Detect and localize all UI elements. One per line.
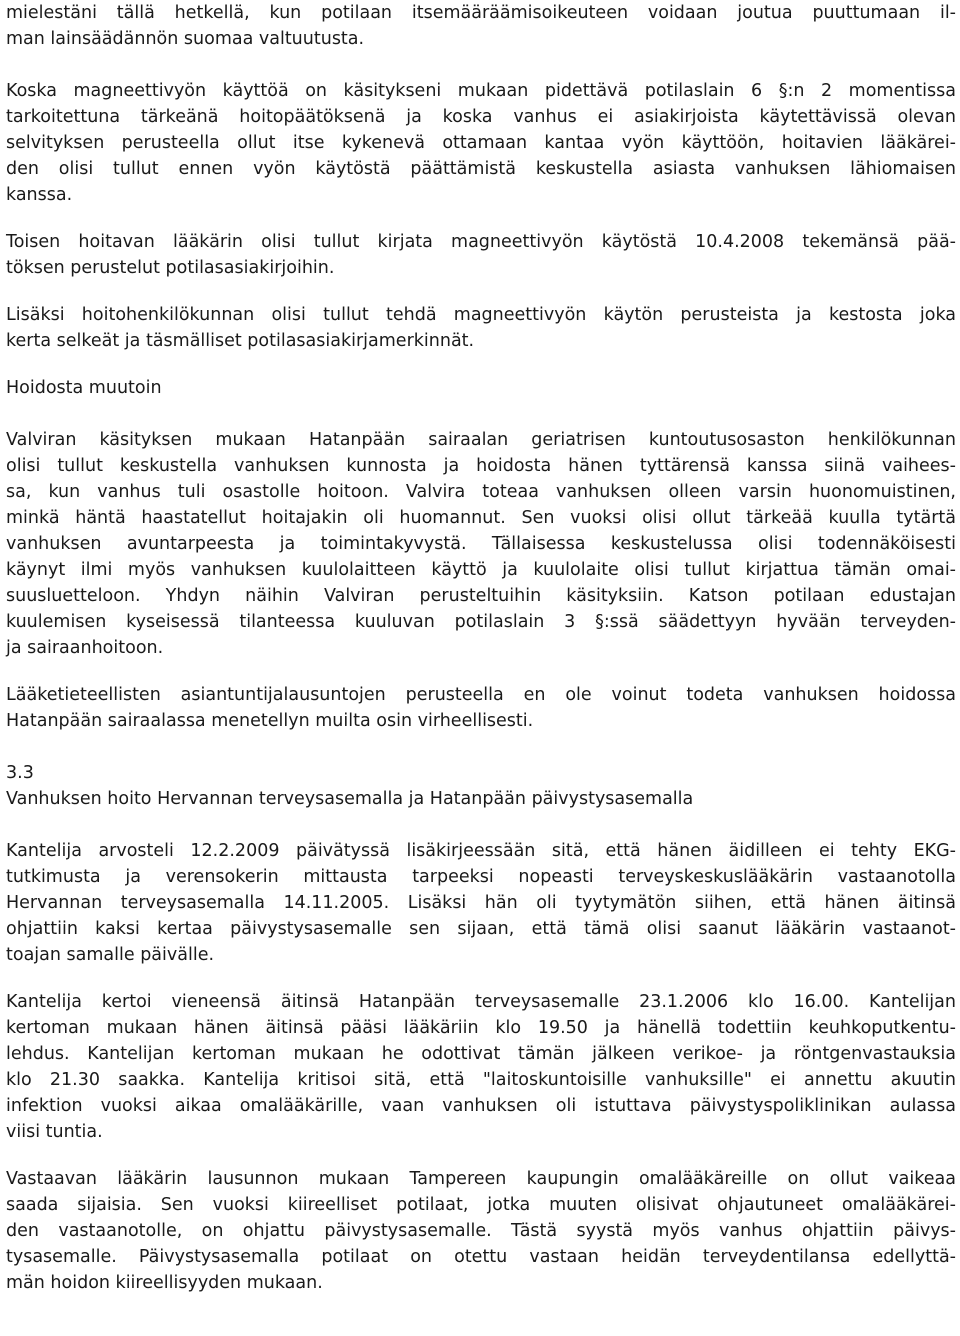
text-line: lehdus. Kantelijan kertoman mukaan he odottivat tämän jälkeen verikoe- ja röntgenvastauksia: [6, 1044, 956, 1064]
text-line: toajan samalle päivälle.: [6, 945, 215, 965]
text-line: Valviran käsityksen mukaan Hatanpään sairaalan geriatrisen kuntoutusosaston henkilökunnan: [6, 430, 956, 450]
text-line: käynyt ilmi myös vanhuksen kuulolaitteen käyttö ja kuulolaite olisi tullut kirjattua tämän omai-: [6, 560, 956, 580]
text-line: den vastaanotolle, on ohjattu päivystysasemalle. Tästä syystä myös vanhus ohjattiin päivys-: [6, 1221, 956, 1241]
paragraph-chief-doctor-statement: [6, 1166, 956, 1296]
text-line: mielestäni tällä hetkellä, kun potilaan itsemääräämisoikeuteen voidaan joutua puuttumaan il-: [6, 3, 956, 23]
subheading-hoidosta-muutoin: Hoidosta muutoin: [6, 378, 162, 398]
paragraph-magnet-belt-decision: [6, 78, 956, 208]
text-line: selvityksen perusteella ollut itse kykenevä ottamaan kantaa vyön käyttöön, hoitavien lääkärei-: [6, 133, 956, 153]
text-line: Vastaavan lääkärin lausunnon mukaan Tampereen kaupungin omalääkäreille on ollut vaikeaa: [6, 1169, 956, 1189]
document-page: [6, 0, 956, 1296]
paragraph-second-doctor: [6, 229, 956, 281]
text-line: Kantelija arvosteli 12.2.2009 päivätyssä lisäkirjeessään sitä, että hänen äidilleen ei tehty EKG-: [6, 841, 956, 861]
text-line: man lainsäädännön suomaa valtuutusta.: [6, 29, 365, 49]
text-line: saada sijaisia. Sen vuoksi kiireelliset potilaat, jotka muuten olisivat ohjautuneet omalääkärei-: [6, 1195, 956, 1215]
section-title: Vanhuksen hoito Hervannan terveysasemalla ja Hatanpään päivystysasemalla: [6, 789, 694, 809]
text-line: Toisen hoitavan lääkärin olisi tullut kirjata magneettivyön käytöstä 10.4.2008 tekemänsä pää-: [6, 232, 956, 252]
text-line: kuulemisen kyseisessä tilanteessa kuuluvan potilaslain 3 §:ssä säädettyyn hyvään terveyden-: [6, 612, 956, 632]
text-line: Lääketieteellisten asiantuntijalausuntojen perusteella en ole voinut todeta vanhuksen hoidossa: [6, 685, 956, 705]
text-line: suusluetteloon. Yhdyn näihin Valviran perusteltuihin käsityksiin. Katson potilaan edustajan: [6, 586, 956, 606]
paragraph-staff-records: [6, 302, 956, 354]
text-line: sa, kun vanhus tuli osastolle hoitoon. Valvira toteaa vanhuksen olleen varsin huonomuistinen,: [6, 482, 956, 502]
text-line: ohjattiin kaksi kertaa päivystysasemalle sen sijaan, että tämä olisi saanut lääkärin vastaanot-: [6, 919, 956, 939]
paragraph-hatanpaa-visit: [6, 989, 956, 1145]
text-line: Lisäksi hoitohenkilökunnan olisi tullut tehdä magneettivyön käytön perusteista ja kestosta joka: [6, 305, 956, 325]
text-line: den olisi tullut ennen vyön käytöstä päättämistä keskustella asiasta vanhuksen lähiomaisen: [6, 159, 956, 179]
paragraph-valvira-view: [6, 427, 956, 661]
section-number: 3.3: [6, 763, 34, 783]
text-line: minkä häntä haastatellut hoitajakin oli huomannut. Sen vuoksi olisi ollut tärkeää kuulla tytärtä: [6, 508, 956, 528]
text-line: kerta selkeät ja täsmälliset potilasasiakirjamerkinnät.: [6, 331, 475, 351]
text-line: män hoidon kiireellisyyden mukaan.: [6, 1273, 323, 1293]
text-line: Hervannan terveysasemalla 14.11.2005. Lisäksi hän oli tyytymätön siihen, että hänen äitinsä: [6, 893, 956, 913]
text-line: tysasemalle. Päivystysasemalla potilaat on otettu vastaan heidän terveydentilansa edellyttä-: [6, 1247, 956, 1267]
text-line: töksen perustelut potilasasiakirjoihin.: [6, 258, 335, 278]
text-line: kertoman mukaan hänen äitinsä pääsi lääkäriin klo 19.50 ja hänellä todettiin keuhkoputkentu-: [6, 1018, 956, 1038]
text-line: viisi tuntia.: [6, 1122, 103, 1142]
text-line: kanssa.: [6, 185, 73, 205]
text-line: Koska magneettivyön käyttöä on käsitykseni mukaan pidettävä potilaslain 6 §:n 2 momentissa: [6, 81, 956, 101]
text-line: olisi tullut keskustella vanhuksen kunnosta ja hoidosta hänen tyttärensä kanssa siinä vaihees-: [6, 456, 956, 476]
paragraph-expert-opinions: [6, 682, 956, 734]
text-line: Hatanpään sairaalassa menetellyn muilta osin virheellisesti.: [6, 711, 534, 731]
text-line: ja sairaanhoitoon.: [6, 638, 164, 658]
text-line: infektion vuoksi aikaa omalääkärille, vaan vanhuksen oli istuttava päivystyspoliklinikan aulassa: [6, 1096, 956, 1116]
text-line: Kantelija kertoi vieneensä äitinsä Hatanpään terveysasemalle 23.1.2006 klo 16.00. Kantelijan: [6, 992, 956, 1012]
paragraph-ekg-complaint: [6, 838, 956, 968]
text-line: tarkoitettuna tärkeänä hoitopäätöksenä ja koska vanhus ei asiakirjoista käytettävissä olevan: [6, 107, 956, 127]
paragraph-intro-end: [6, 0, 956, 52]
text-line: tutkimusta ja verensokerin mittausta tarpeeksi nopeasti terveyskeskuslääkärin vastaanotolla: [6, 867, 956, 887]
text-line: klo 21.30 saakka. Kantelija kritisoi sitä, että "laitoskuntoisille vanhuksille" ei annettu akuutin: [6, 1070, 956, 1090]
text-line: vanhuksen avuntarpeesta ja toimintakyvystä. Tällaisessa keskustelussa olisi todennäköisesti: [6, 534, 956, 554]
